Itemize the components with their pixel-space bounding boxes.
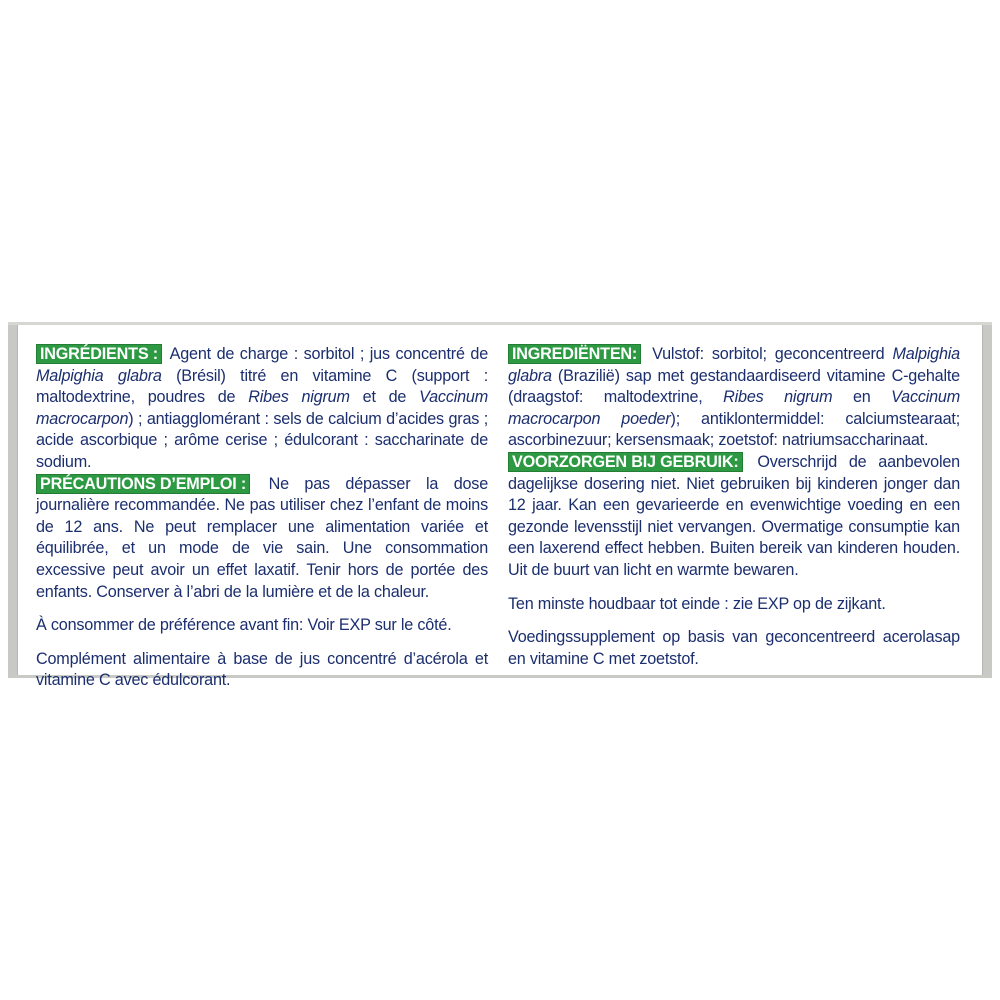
nl-precautions-badge: VOORZORGEN BIJ GEBRUIK: [508,452,743,472]
fr-ingredients-text-1: Agent de charge : sorbitol ; jus concentré de [164,345,488,363]
fr-ingredients-italic-3: Vaccinum macrocarpon [36,388,488,428]
nl-ingredients-italic-3: Vaccinum macrocarpon poeder [508,388,961,428]
nl-precautions-paragraph [508,452,960,582]
fr-ingredients-paragraph [36,344,488,474]
fr-ingredients-italic-2: Ribes nigrum [248,388,350,407]
fr-ingredients-text-3: et de [349,388,420,407]
nl-precautions-text: Overschrijd de aanbevolen dagelijkse dosering niet. Niet gebruiken bij kinderen jonger dan 12 jaar. Kan een gevarieerde en evenwichtige voeding en een gezonde levensstijl niet vervangen. Overmatige consumptie kan een laxerend effect hebben. Buiten bereik van kinderen houden. Uit de buurt van licht en warmte bewaren. [508,452,960,579]
fr-ingredients-text-4: ) ; antiagglomérant : sels de calcium d’acides gras ; acide ascorbique ; arôme cerise ; édulcorant : saccharinate de sodium. [36,409,488,471]
nl-supplement-description: Voedingssupplement op basis van geconcentreerd acerolasap en vitamine C met zoetstof. [508,628,960,668]
nl-ingredients-paragraph [508,344,960,452]
nl-ingredients-italic-2: Ribes nigrum [723,388,833,407]
dutch-column [508,344,960,670]
nl-ingredients-text-2: (Brazilië) sap met gestandaardiseerd vitamine C-gehalte (draagstof: maltodextrine, [508,366,960,407]
fr-ingredients-italic-1: Malpighia glabra [36,366,162,385]
nl-ingredients-text-4: ); antiklontermiddel: calciumstearaat; ascorbinezuur; kersensmaak; zoetstof: natriumsaccharinaat. [508,409,960,450]
nl-ingredients-badge: INGREDIËNTEN: [508,344,641,364]
fr-supplement-description: Complément alimentaire à base de jus concentré d’acérola et vitamine C avec édulcorant. [36,649,488,690]
nl-ingredients-text-1: Vulstof: sorbitol; geconcentreerd [644,345,893,363]
label-panel [8,322,992,690]
fr-precautions-badge: PRÉCAUTIONS D’EMPLOI : [36,474,250,494]
fr-precautions-text: Ne pas dépasser la dose journalière recommandée. Ne pas utiliser chez l’enfant de moins de 12 ans. Ne peut remplacer une alimentation variée et équilibrée, et un mode de vie sain. Une consommation excessive peut avoir un effet laxatif. Tenir hors de portée des enfants. Conserver à l’abri de la lumière et de la chaleur. [36,474,488,601]
fr-ingredients-badge: INGRÉDIENTS : [36,344,162,364]
fr-ingredients-text-2: (Brésil) titré en vitamine C (support : maltodextrine, poudres de [36,366,488,407]
fr-best-before: À consommer de préférence avant fin: Voir EXP sur le côté. [36,616,452,635]
fr-precautions-paragraph [36,474,488,604]
panel-right-edge [982,325,992,675]
panel-left-edge [8,325,18,675]
nl-ingredients-italic-1: Malpighia glabra [508,345,960,385]
nl-best-before: Ten minste houdbaar tot einde : zie EXP op de zijkant. [508,594,886,613]
nl-ingredients-text-3: en [832,388,892,407]
french-column [36,344,488,692]
